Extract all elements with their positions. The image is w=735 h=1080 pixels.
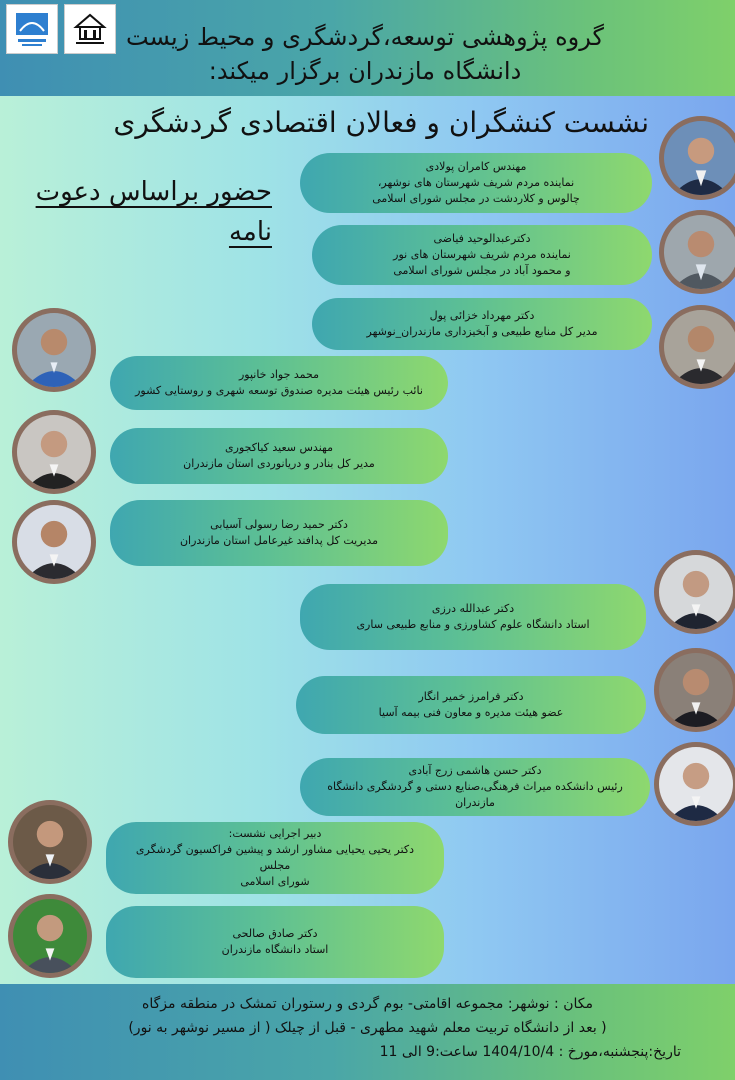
speaker-name: دبیر اجرایی نشست: — [228, 827, 322, 840]
location-line: مکان : نوشهر: مجموعه اقامتی- بوم گردی و رستوران تمشک در منطقه مزگاه — [142, 996, 593, 1012]
speaker-card — [300, 153, 652, 213]
speaker-card — [296, 676, 646, 734]
speaker-role: و محمود آباد در مجلس شورای اسلامی — [393, 264, 571, 277]
speaker-role: عضو هیئت مدیره و معاون فنی بیمه آسیا — [378, 706, 564, 719]
speaker-role: دکتر یحیی یحیایی مشاور ارشد و پیشین فراکسیون گردشگری مجلس — [135, 843, 415, 872]
speaker-card — [312, 225, 652, 285]
speaker-name: دکتر فرامرز خمیر انگار — [418, 690, 524, 703]
speaker-photo — [659, 116, 735, 200]
speaker-photo — [654, 648, 735, 732]
speaker-name: مهندس کامران پولادی — [425, 160, 527, 173]
speaker-role: رئیس دانشکده میراث فرهنگی،صنایع دستی و گردشگری دانشگاه — [327, 780, 623, 793]
header-title-line2: دانشگاه مازندران برگزار میکند: — [208, 57, 522, 85]
speaker-role: نماینده مردم شریف شهرستان های نور — [393, 248, 571, 261]
speaker-name: دکتر مهرداد خزائی پول — [429, 309, 535, 322]
speaker-card — [106, 906, 444, 978]
header-banner — [0, 0, 735, 96]
invitation-note-line1: حضور براساس دعوت — [35, 177, 272, 207]
speaker-photo — [12, 308, 96, 392]
header-title-line1: گروه پژوهشی توسعه،گردشگری و محیط زیست — [126, 23, 604, 51]
speaker-role: شورای اسلامی — [240, 875, 310, 888]
speaker-name: مهندس سعید کیاکجوری — [225, 441, 333, 454]
speaker-card — [110, 500, 448, 566]
header-title — [105, 20, 625, 88]
speaker-card — [300, 584, 646, 650]
speaker-photo — [659, 210, 735, 294]
speaker-name: دکتر صادق صالحی — [232, 927, 318, 940]
speaker-role: مدیریت کل پدافند غیرعامل استان مازندران — [179, 534, 379, 547]
speaker-photo — [654, 742, 735, 826]
event-title: نشست کنشگران و فعالان اقتصادی گردشگری — [113, 106, 649, 139]
speaker-role: مدیر کل بنادر و دریانوردی استان مازندران — [183, 457, 375, 470]
speaker-role: استاد دانشگاه مازندران — [221, 943, 329, 956]
speaker-name: دکتر حسن هاشمی زرج آبادی — [408, 764, 542, 777]
speaker-role: چالوس و کلاردشت در مجلس شورای اسلامی — [372, 192, 580, 205]
speaker-name: محمد جواد خانپور — [238, 368, 320, 381]
speaker-name: دکترعبدالوحید فیاضی — [433, 232, 531, 245]
speaker-card — [300, 758, 650, 816]
speaker-name: دکتر حمید رضا رسولی آسیابی — [210, 518, 348, 531]
date-time-line: تاریخ:پنجشنبه،مورخ : 1404/10/4 ساعت:9 الی 11 — [379, 1044, 681, 1060]
speaker-role: استاد دانشگاه علوم کشاورزی و منابع طبیعی ساری — [356, 618, 590, 631]
speaker-photo — [12, 500, 96, 584]
speaker-card — [106, 822, 444, 894]
speaker-photo — [654, 550, 735, 634]
event-details-footer — [0, 984, 735, 1080]
university-logo — [6, 4, 58, 54]
invitation-note-line2: نامه — [228, 217, 272, 247]
speaker-photo — [659, 305, 735, 389]
speaker-card — [110, 356, 448, 410]
speaker-name: دکتر عبدالله درزی — [431, 602, 515, 615]
invitation-note — [10, 172, 272, 252]
speaker-role: مازندران — [455, 796, 495, 809]
speaker-photo — [12, 410, 96, 494]
speaker-role: نائب رئیس هیئت مدیره صندوق توسعه شهری و روستایی کشور — [135, 384, 423, 397]
speaker-card — [312, 298, 652, 350]
speaker-role: مدیر کل منابع طبیعی و آبخیزداری مازندران_نوشهر — [366, 325, 598, 338]
speaker-photo — [8, 800, 92, 884]
location-note: ( بعد از دانشگاه تربیت معلم شهید مطهری - قبل از چیلک ( از مسیر نوشهر به نور) — [128, 1020, 607, 1036]
speaker-role: نماینده مردم شریف شهرستان های نوشهر، — [377, 176, 575, 189]
speaker-photo — [8, 894, 92, 978]
speaker-card — [110, 428, 448, 484]
